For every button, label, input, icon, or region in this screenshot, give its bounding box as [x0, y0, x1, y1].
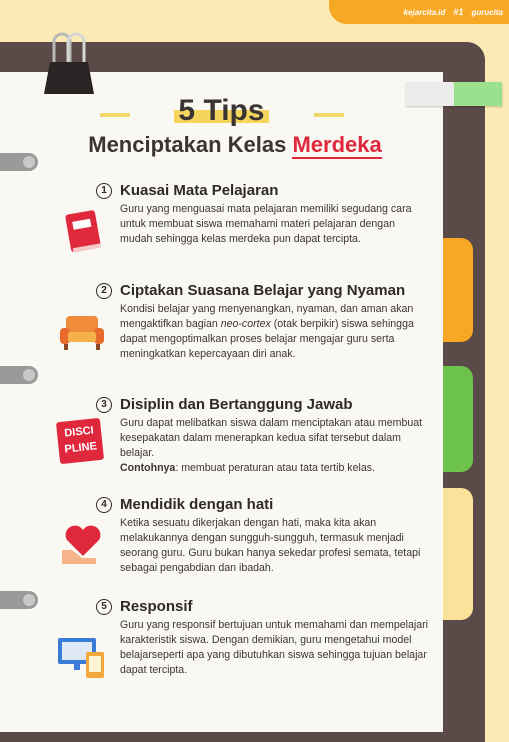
- title-prefix: Menciptakan Kelas: [88, 132, 287, 157]
- brand-bar: [329, 0, 509, 24]
- title-highlight: Merdeka: [292, 132, 382, 157]
- tip-3: [96, 396, 428, 476]
- tip-example: [120, 461, 428, 476]
- title-main: 5 Tips: [174, 94, 268, 127]
- tip-body: [120, 302, 428, 362]
- tip-number: 1: [96, 183, 112, 199]
- discipline-sign-text: DISCI: [63, 424, 95, 440]
- tip-heading: [96, 396, 428, 413]
- tip-title: Disiplin dan Bertanggung Jawab: [120, 396, 353, 413]
- tip-5: [96, 598, 428, 678]
- tip-4: [96, 496, 428, 576]
- tip-1: [96, 182, 428, 247]
- tip-title: Kuasai Mata Pelajaran: [120, 182, 279, 199]
- tip-body: Guru dapat melibatkan siswa dalam menciptakan atau membuat kesepakatan dalam menerapkan kedua sifat tersebut dalam belajar.: [120, 417, 423, 459]
- tip-number: 5: [96, 599, 112, 615]
- tip-body-emphasis: neo-cortex: [220, 318, 271, 330]
- tip-body: Ketika sesuatu dikerjakan dengan hati, maka kita akan melakukannya dengan sungguh-sungguh, termasuk menjadi seorang guru. Guru bukan hanya sekedar profesi semata, tetapi sebagai pengabdian dan ibadah.: [120, 517, 421, 574]
- gurucita-logo: gurucita: [471, 7, 503, 17]
- tip-number: 2: [96, 283, 112, 299]
- tip-example-label: Contohnya: [120, 462, 176, 474]
- tip-body: Guru yang responsif bertujuan untuk memahami dan mempelajari karakteristik siswa. Dengan demikian, guru mengetahui model belajarseperti apa yang dibutuhkan siswa sehingga tujuan belajar dapat tercipta.: [120, 619, 428, 676]
- tip-title: Responsif: [120, 598, 193, 615]
- tip-heading: [96, 182, 428, 199]
- tip-heading: [96, 282, 428, 299]
- title-line-2: [0, 132, 470, 158]
- rank-badge: #1: [453, 7, 464, 17]
- tip-body: Guru yang menguasai mata pelajaran memiliki segudang cara untuk membuat siswa memahami materi pelajaran dengan mudah sehingga kelas merdeka pun dapat tercipta.: [120, 203, 412, 245]
- tip-2: [96, 282, 428, 362]
- tip-example-text: : membuat peraturan atau tata tertib kelas.: [175, 462, 375, 474]
- tip-heading: [96, 598, 428, 615]
- tip-body-post: (otak berpikir) siswa sehingga dapat mengoptimalkan proses belajar mengajar guru serta meningkatkan kepercayaan diri anak.: [120, 318, 414, 360]
- tip-title: Ciptakan Suasana Belajar yang Nyaman: [120, 282, 406, 299]
- binder-clip-icon: [40, 32, 98, 98]
- tip-heading: [96, 496, 428, 513]
- tip-number: 3: [96, 397, 112, 413]
- tip-number: 4: [96, 497, 112, 513]
- discipline-sign-text: PLINE: [63, 440, 98, 456]
- tip-title: Mendidik dengan hati: [120, 496, 274, 513]
- binder-ring: [0, 591, 38, 609]
- title-line-1: [0, 94, 443, 128]
- kejarcita-logo: kejarcita.id: [403, 7, 446, 17]
- binder-ring: [0, 366, 38, 384]
- tip-body-pre: Kondisi belajar yang menyenangkan, nyaman, dan aman akan mengaktifkan bagian: [120, 303, 414, 330]
